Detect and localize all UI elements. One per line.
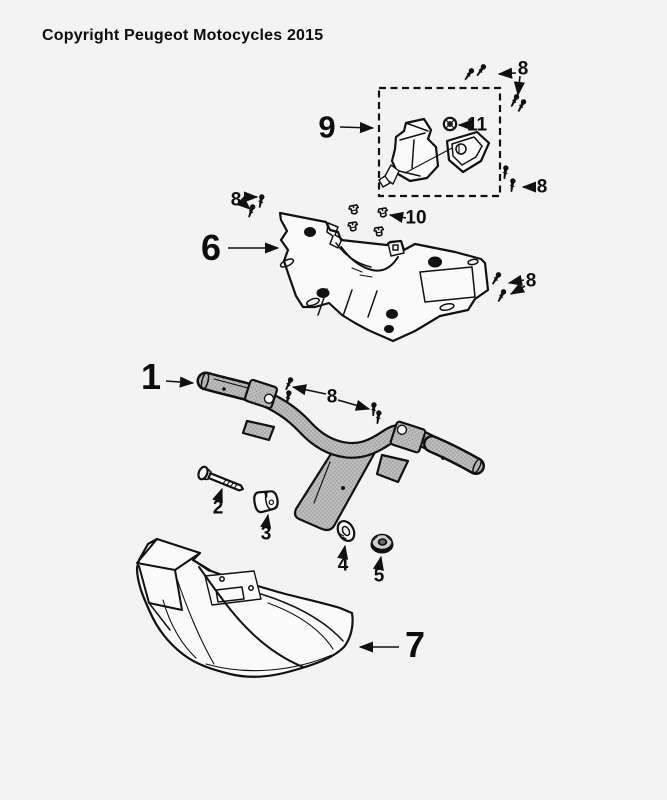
screws-8-plate-right bbox=[490, 271, 507, 303]
part-11-nut bbox=[444, 118, 456, 130]
callout-8-box-bottom: 8 bbox=[536, 176, 548, 198]
callout-5: 5 bbox=[373, 565, 385, 587]
callout-1: 1 bbox=[140, 356, 162, 397]
part-1-handlebar bbox=[200, 372, 483, 530]
callout-11: 11 bbox=[466, 114, 488, 136]
part-10-clips bbox=[348, 205, 388, 237]
part-7-handlebar-front-cover bbox=[137, 539, 353, 677]
copyright-text: Copyright Peugeot Motocycles 2015 bbox=[42, 27, 324, 44]
callout-8-handlebar: 8 bbox=[326, 386, 338, 408]
callout-3: 3 bbox=[260, 523, 272, 545]
callout-7: 7 bbox=[404, 624, 426, 665]
callout-4: 4 bbox=[337, 554, 349, 576]
screws-8-box-bottom bbox=[502, 165, 516, 192]
part-5-flange-nut bbox=[371, 535, 394, 554]
callout-8-plate-left: 8 bbox=[230, 189, 242, 211]
callout-10: 10 bbox=[405, 207, 427, 229]
callout-8-top-right: 8 bbox=[517, 58, 529, 80]
callout-8-plate-right: 8 bbox=[525, 270, 537, 292]
callout-2: 2 bbox=[212, 497, 224, 519]
part-3-bushing bbox=[253, 489, 279, 513]
callout-9: 9 bbox=[318, 109, 336, 145]
callout-6: 6 bbox=[200, 227, 222, 268]
part-6-handlebar-underplate bbox=[279, 213, 488, 341]
part-4-washer bbox=[334, 518, 357, 544]
